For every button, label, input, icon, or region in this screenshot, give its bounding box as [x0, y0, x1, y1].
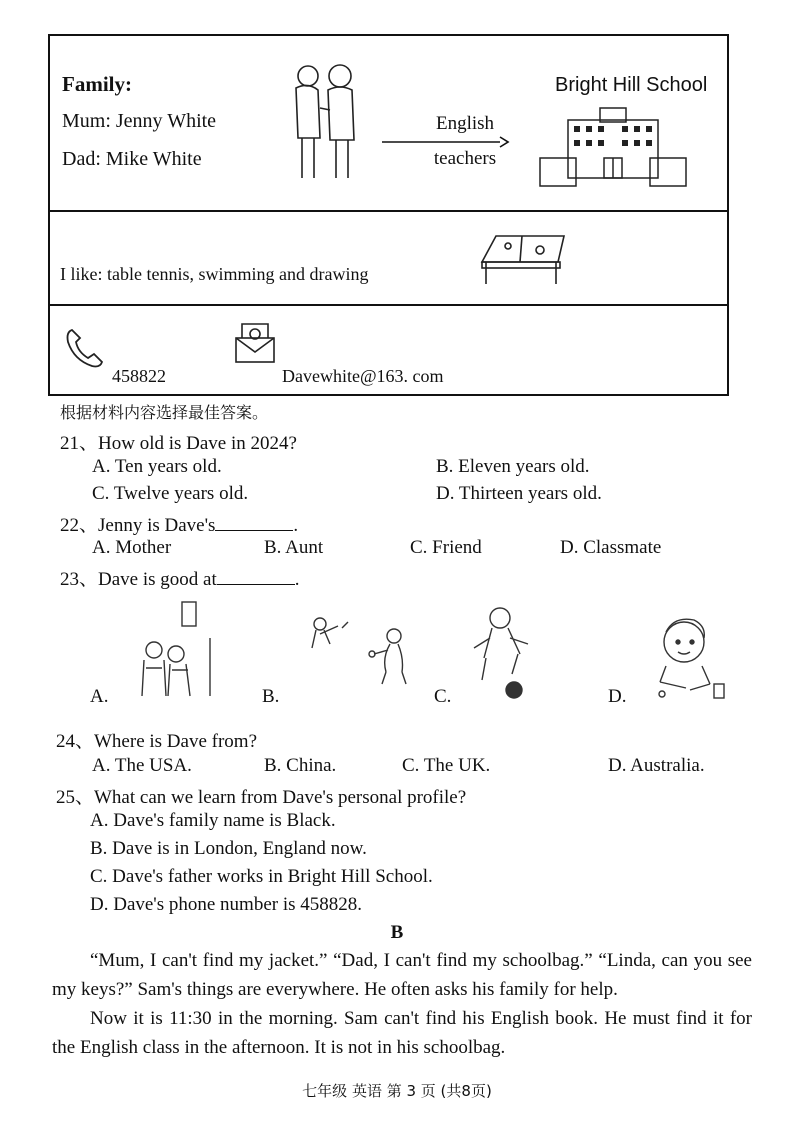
school-building-icon [538, 106, 688, 190]
basketball-players-image [134, 598, 224, 700]
question-25-option-b: B. Dave is in London, England now. [90, 838, 367, 859]
table-tennis-players-image [306, 614, 416, 690]
question-23-option-a: A. [90, 686, 109, 707]
question-24-option-a: A. The USA. [92, 755, 192, 776]
email-icon [232, 320, 278, 366]
question-22 [60, 510, 298, 537]
dad-name: Dad: Mike White [62, 148, 202, 170]
page-footer: 七年级 英语 第 3 页 (共8页) [302, 1082, 492, 1100]
question-23-option-b: B. [262, 686, 280, 707]
question-21-option-a: A. Ten years old. [92, 456, 222, 477]
question-25-option-d: D. Dave's phone number is 458828. [90, 894, 363, 915]
phone-number: 458822 [112, 366, 166, 386]
passage-paragraph-1: “Mum, I can't find my jacket.” “Dad, I can't find my schoolbag.” “Linda, can you see my keys?” Sam's things are everywhere. He often asks his family for help. [52, 950, 752, 1000]
question-22-stem: 22、Jenny is Dave's [60, 515, 216, 536]
question-23-suffix: . [294, 569, 300, 590]
answer-blank [215, 515, 293, 531]
arrow-icon [380, 136, 510, 148]
family-title: Family: [62, 72, 132, 96]
question-24-option-b: B. China. [264, 755, 337, 776]
question-22-suffix: . [293, 515, 299, 536]
mum-name: Mum: Jenny White [62, 110, 217, 132]
question-21-stem: 21、How old is Dave in 2024? [60, 433, 297, 454]
arrow-label-bottom: teachers [433, 148, 497, 169]
instruction-text: 根据材料内容选择最佳答案。 [60, 403, 269, 422]
question-25-option-c: C. Dave's father works in Bright Hill School. [90, 866, 433, 887]
question-23-option-d: D. [608, 686, 627, 707]
question-23-option-c: C. [434, 686, 452, 707]
profile-contact-row [50, 306, 727, 396]
profile-hobbies-row [50, 212, 727, 306]
hobbies-text: I like: table tennis, swimming and drawing [60, 264, 369, 284]
question-25-stem: 25、What can we learn from Dave's personal profile? [56, 787, 467, 808]
question-24-option-d: D. Australia. [608, 755, 705, 776]
section-b-heading: B [390, 922, 404, 943]
boy-drawing-image [646, 608, 732, 704]
profile-family-row [50, 36, 727, 212]
parents-illustration [288, 58, 368, 188]
question-21-option-c: C. Twelve years old. [92, 483, 249, 504]
question-23 [60, 564, 299, 591]
question-22-option-c: C. Friend [410, 537, 482, 558]
question-21-option-b: B. Eleven years old. [436, 456, 590, 477]
question-22-option-d: D. Classmate [560, 537, 662, 558]
question-24-stem: 24、Where is Dave from? [56, 731, 258, 752]
question-22-option-b: B. Aunt [264, 537, 324, 558]
arrow-label-top: English [435, 113, 495, 134]
question-22-option-a: A. Mother [92, 537, 172, 558]
phone-icon [64, 326, 104, 370]
question-23-stem: 23、Dave is good at [60, 569, 217, 590]
email-address: Davewhite@163. com [282, 366, 444, 386]
question-21-option-d: D. Thirteen years old. [436, 483, 602, 504]
question-24-option-c: C. The UK. [402, 755, 491, 776]
soccer-player-image [470, 604, 540, 700]
personal-profile-card [48, 34, 729, 396]
ping-pong-table-icon [478, 226, 568, 288]
question-25-option-a: A. Dave's family name is Black. [90, 810, 336, 831]
school-name: Bright Hill School [555, 74, 708, 96]
answer-blank [217, 569, 295, 585]
passage-paragraph-2: Now it is 11:30 in the morning. Sam can't find his English book. He must find it for the English class in the afternoon. It is not in his schoolbag. [52, 1008, 752, 1058]
